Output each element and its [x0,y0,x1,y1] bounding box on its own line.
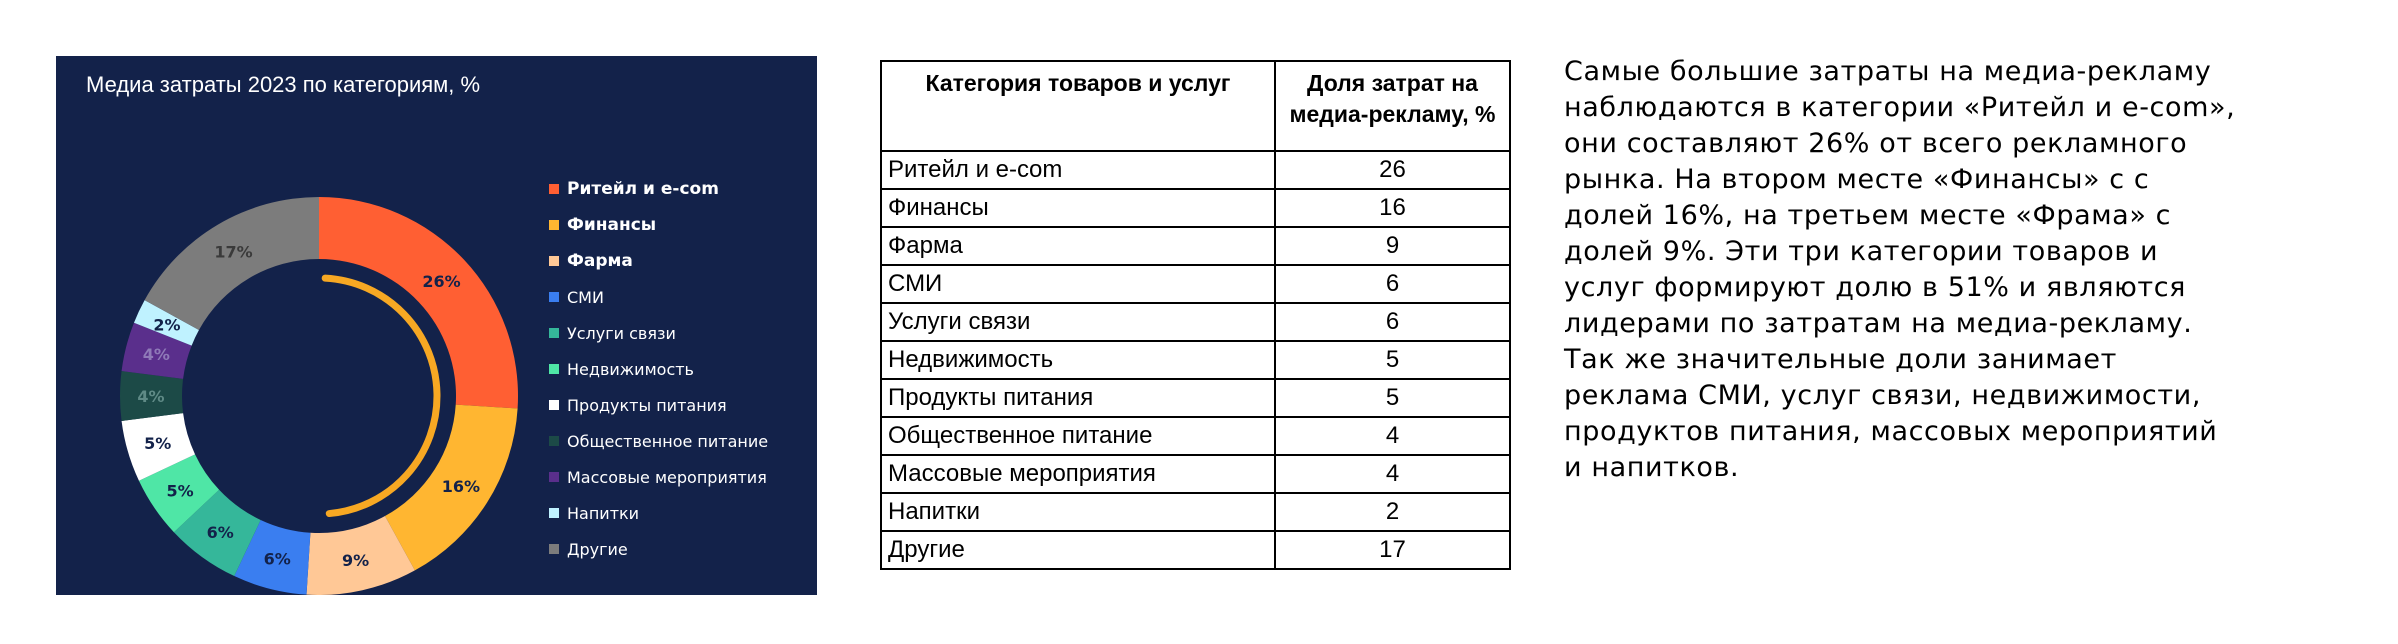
table-cell-share: 2 [1275,493,1510,531]
table-cell-category: Другие [881,531,1275,569]
legend-item [549,423,768,459]
summary-line: Самые большие затраты на медиа-рекламу [1564,56,2212,87]
legend-swatch [549,184,559,194]
slice-label: 4% [137,387,165,406]
legend-item [549,495,768,531]
legend-item [549,459,768,495]
table-cell-category: Продукты питания [881,379,1275,417]
column-header-category: Категория товаров и услуг [881,61,1275,151]
table-row [881,379,1510,417]
summary-line: долей 9%. Эти три категории товаров и [1564,236,2159,267]
table-cell-share: 6 [1275,303,1510,341]
table-cell-share: 5 [1275,379,1510,417]
data-table [880,60,1511,570]
legend-label: Массовые мероприятия [567,467,767,487]
summary-line: долей 16%, на третьем месте «Фрама» с [1564,200,2172,231]
slice-label: 2% [153,315,181,335]
table-cell-share: 6 [1275,265,1510,303]
legend-label: Фарма [567,251,633,271]
summary-line: рынка. На втором месте «Финансы» с с [1564,164,2150,195]
table-row [881,531,1510,569]
table-row [881,417,1510,455]
slice-label: 9% [342,550,370,570]
slice-label: 5% [144,433,172,453]
donut-slice [319,197,518,408]
summary-line: они составляют 26% от всего рекламного [1564,128,2188,159]
table-cell-category: Недвижимость [881,341,1275,379]
summary-line: и напитков. [1564,452,1740,483]
column-header-share: Доля затрат на медиа-рекламу, % [1275,61,1510,151]
legend-item [549,207,768,243]
table-row [881,455,1510,493]
table-row [881,151,1510,189]
table-cell-category: Финансы [881,189,1275,227]
summary-text [1564,54,2364,486]
legend-item [549,171,768,207]
legend-swatch [549,400,559,410]
table-cell-category: Общественное питание [881,417,1275,455]
table-row [881,493,1510,531]
legend-label: Ритейл и e-com [567,179,719,199]
legend-item [549,315,768,351]
slice-label: 6% [206,522,234,542]
legend-label: Напитки [567,503,640,523]
legend-label: Недвижимость [567,359,694,379]
table-cell-category: Фарма [881,227,1275,265]
summary-line: наблюдаются в категории «Ритейл и e-com», [1564,92,2236,123]
legend-item [549,279,768,315]
legend-label: Другие [567,539,628,559]
legend-swatch [549,508,559,518]
legend-swatch [549,544,559,554]
slice-label: 5% [166,481,194,501]
summary-line: услуг формируют долю в 51% и являются [1564,272,2187,303]
legend-item [549,243,768,279]
table-body [881,151,1510,569]
summary-line: лидерами по затратам на медиа-рекламу. [1564,308,2193,339]
table-row [881,303,1510,341]
table-row [881,341,1510,379]
legend-item [549,387,768,423]
legend-label: СМИ [567,287,604,307]
legend-swatch [549,328,559,338]
legend-item [549,351,768,387]
slice-label: 17% [214,242,253,262]
summary-line: Так же значительные доли занимает [1564,344,2117,375]
slice-label: 6% [263,549,291,569]
table-cell-category: Ритейл и e-com [881,151,1275,189]
donut-slice [145,197,319,330]
table-header-row [881,61,1510,151]
table-cell-share: 26 [1275,151,1510,189]
legend-label: Общественное питание [567,431,769,451]
table-row [881,189,1510,227]
legend-label: Услуги связи [567,323,676,343]
legend-label: Продукты питания [567,395,727,415]
slice-label: 26% [422,271,461,291]
table-row [881,265,1510,303]
chart-legend [549,171,768,567]
legend-swatch [549,364,559,374]
table-row [881,227,1510,265]
table-cell-share: 4 [1275,455,1510,493]
legend-swatch [549,436,559,446]
table-cell-share: 5 [1275,341,1510,379]
legend-swatch [549,292,559,302]
table-cell-category: Напитки [881,493,1275,531]
legend-swatch [549,220,559,230]
table-cell-share: 9 [1275,227,1510,265]
table-cell-share: 16 [1275,189,1510,227]
table-cell-category: Услуги связи [881,303,1275,341]
table-cell-category: Массовые мероприятия [881,455,1275,493]
table-cell-share: 4 [1275,417,1510,455]
legend-swatch [549,256,559,266]
slice-label: 16% [441,477,480,497]
legend-swatch [549,472,559,482]
legend-label: Финансы [567,215,657,235]
accent-arc [325,278,437,513]
legend-item [549,531,768,567]
table-cell-category: СМИ [881,265,1275,303]
summary-line: продуктов питания, массовых мероприятий [1564,416,2218,447]
chart-panel [56,56,817,595]
slice-label: 4% [142,345,170,365]
table-cell-share: 17 [1275,531,1510,569]
summary-line: реклама СМИ, услуг связи, недвижимости, [1564,380,2202,411]
chart-title: Медиа затраты 2023 по категориям, % [86,72,481,97]
